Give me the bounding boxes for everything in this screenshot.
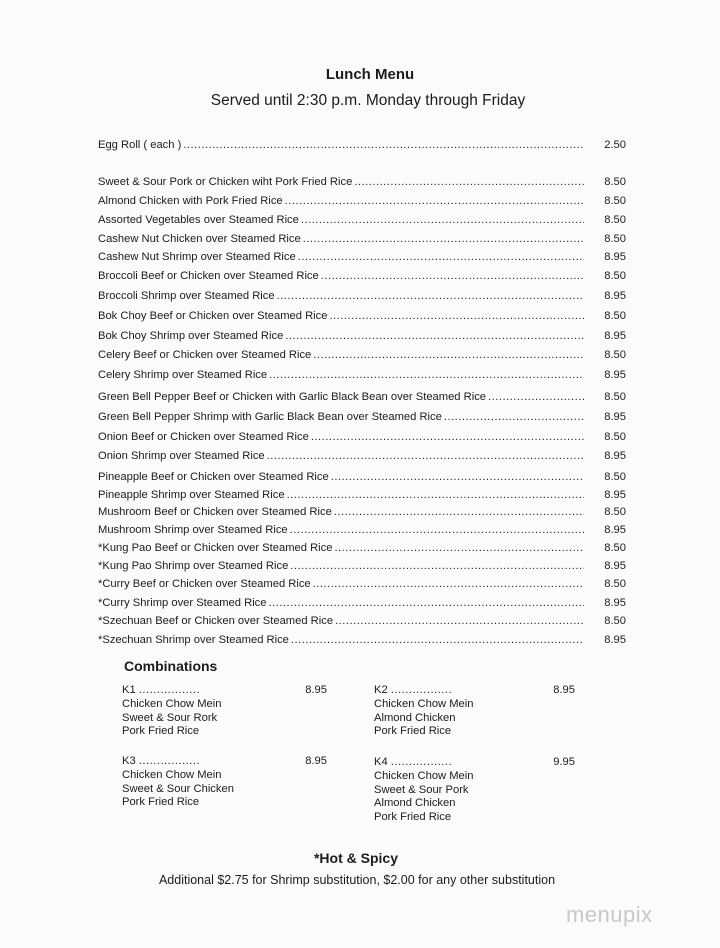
menu-item-name: Sweet & Sour Pork or Chicken wiht Pork Fried Rice [98,176,353,188]
combination-line: Pork Fried Rice [374,811,452,824]
menu-item-price: 8.95 [604,634,626,646]
menu-item [98,270,626,286]
dot-leader [277,290,584,302]
combination-k2 [374,684,575,739]
dot-leader [303,233,584,245]
combination-line: Sweet & Sour Rork [122,711,218,724]
menu-item-name: *Curry Shrimp over Steamed Rice [98,597,267,609]
combination-code: K3 ................. [122,755,201,767]
dot-leader [269,369,584,381]
dot-leader [287,489,584,501]
combination-line: Pork Fried Rice [122,796,200,809]
dot-leader [313,578,584,590]
combination-line: Sweet & Sour Pork [374,783,469,796]
menu-item-price: 8.50 [604,270,626,282]
dot-leader [311,431,584,443]
menu-item [98,578,626,594]
menu-item-price: 8.50 [604,542,626,554]
dot-leader [285,195,584,207]
combination-price: 8.95 [553,684,575,696]
dot-leader [331,471,584,483]
combination-line: Chicken Chow Mein [374,769,474,782]
combination-code: K2 ................. [374,684,453,696]
menu-item-name: Broccoli Shrimp over Steamed Rice [98,290,275,302]
menu-item [98,290,626,306]
dot-leader [285,330,584,342]
substitution-note: Additional $2.75 for Shrimp substitution, $2.00 for any other substitution [158,873,556,887]
dot-leader [335,615,584,627]
combination-price: 9.95 [553,756,575,768]
menu-item-price: 8.95 [604,560,626,572]
menu-item-name: Green Bell Pepper Beef or Chicken with Garlic Black Bean over Steamed Rice [98,391,487,403]
menu-item-price: 8.95 [604,330,626,342]
menu-item [98,176,626,192]
menu-item-price: 8.50 [604,578,626,590]
menu-item-price: 2.50 [604,139,626,151]
menu-item [98,615,626,631]
menu-item-price: 8.50 [604,310,626,322]
menu-item-price: 8.95 [604,524,626,536]
combination-line: Almond Chicken [374,797,456,810]
menu-item [98,542,626,558]
menu-item-price: 8.50 [604,471,626,483]
menu-item-name: Green Bell Pepper Shrimp with Garlic Black Bean over Steamed Rice [98,411,442,423]
menu-item-name: Assorted Vegetables over Steamed Rice [98,214,299,226]
dot-leader [444,411,584,423]
menu-item [98,560,626,576]
combination-line: Almond Chicken [374,711,456,724]
menu-item-price: 8.95 [604,251,626,263]
dot-leader [183,139,584,151]
menu-item-name: Pineapple Shrimp over Steamed Rice [98,489,285,501]
menu-item-price: 8.50 [604,195,626,207]
dot-leader [334,542,584,554]
menu-item [98,489,626,505]
menu-item [98,506,626,522]
combination-price: 8.95 [305,684,327,696]
menu-item-price: 8.50 [604,391,626,403]
page-subtitle: Served until 2:30 p.m. Monday through Friday [210,92,526,109]
menu-item [98,471,626,487]
menu-item-price: 8.50 [604,506,626,518]
menu-item [98,310,626,326]
menu-item-price: 8.50 [604,431,626,443]
combination-k3 [122,755,327,810]
menu-item-name: Broccoli Beef or Chicken over Steamed Rice [98,270,319,282]
dot-leader [329,310,584,322]
combination-code: K1 ................. [122,684,201,696]
combination-code: K4 ................. [374,756,453,768]
menu-item [98,597,626,613]
dot-leader [290,560,584,572]
menu-item-name: Celery Beef or Chicken over Steamed Rice [98,349,312,361]
dot-leader [301,214,584,226]
menu-item-name: *Kung Pao Beef or Chicken over Steamed Rice [98,542,333,554]
menu-item [98,330,626,346]
page-title: Lunch Menu [325,66,415,83]
dot-leader [267,450,584,462]
dot-leader [488,391,584,403]
dot-leader [290,524,584,536]
combination-k1 [122,684,327,739]
menu-item-name: Onion Shrimp over Steamed Rice [98,450,265,462]
menu-item-name: Onion Beef or Chicken over Steamed Rice [98,431,309,443]
hot-spicy-note: *Hot & Spicy [313,850,398,866]
menu-item-name: Bok Choy Beef or Chicken over Steamed Rice [98,310,328,322]
dot-leader [291,634,584,646]
menu-item [98,391,626,407]
menu-item [98,349,626,365]
dot-leader [321,270,584,282]
combination-line: Chicken Chow Mein [122,768,222,781]
menu-item-price: 8.95 [604,290,626,302]
menu-item [98,411,626,427]
combination-k4 [374,756,575,825]
dot-leader [313,349,584,361]
menu-item [98,139,626,155]
menu-item-price: 8.95 [604,411,626,423]
menu-item [98,369,626,385]
menu-item [98,233,626,249]
dot-leader [269,597,585,609]
menu-item-price: 8.95 [604,489,626,501]
menu-item-price: 8.95 [604,450,626,462]
menu-item [98,431,626,447]
combination-line: Pork Fried Rice [374,725,452,738]
combination-line: Pork Fried Rice [122,725,200,738]
menu-item-name: *Kung Pao Shrimp over Steamed Rice [98,560,289,572]
menu-item-name: Egg Roll ( each ) [98,139,182,151]
menu-item-name: Bok Choy Shrimp over Steamed Rice [98,330,284,342]
combinations-heading: Combinations [124,658,218,674]
dot-leader [354,176,584,188]
menu-item-name: Cashew Nut Chicken over Steamed Rice [98,233,301,245]
dot-leader [334,506,584,518]
menu-item [98,214,626,230]
combination-line: Sweet & Sour Chicken [122,782,234,795]
menu-item-name: *Curry Beef or Chicken over Steamed Rice [98,578,311,590]
menu-item-price: 8.50 [604,214,626,226]
menu-item-price: 8.50 [604,349,626,361]
menu-item [98,251,626,267]
menu-item-name: Mushroom Shrimp over Steamed Rice [98,524,288,536]
menu-item-name: Celery Shrimp over Steamed Rice [98,369,268,381]
menu-item [98,524,626,540]
menu-item-price: 8.50 [604,615,626,627]
menu-item-price: 8.50 [604,233,626,245]
menu-item [98,450,626,466]
menu-item [98,195,626,211]
dot-leader [298,251,584,263]
menu-item-name: *Szechuan Beef or Chicken over Steamed Rice [98,615,334,627]
menu-item-name: Mushroom Beef or Chicken over Steamed Rice [98,506,332,518]
combination-price: 8.95 [305,755,327,767]
watermark-logo: menupix [566,902,653,927]
combination-line: Chicken Chow Mein [374,697,474,710]
menu-item-name: Almond Chicken with Pork Fried Rice [98,195,283,207]
menu-item-price: 8.95 [604,597,626,609]
menu-item [98,634,626,650]
menu-item-name: Cashew Nut Shrimp over Steamed Rice [98,251,296,263]
combination-line: Chicken Chow Mein [122,697,222,710]
menu-item-price: 8.50 [604,176,626,188]
menu-item-name: Pineapple Beef or Chicken over Steamed Rice [98,471,329,483]
menu-item-price: 8.95 [604,369,626,381]
menu-item-name: *Szechuan Shrimp over Steamed Rice [98,634,289,646]
